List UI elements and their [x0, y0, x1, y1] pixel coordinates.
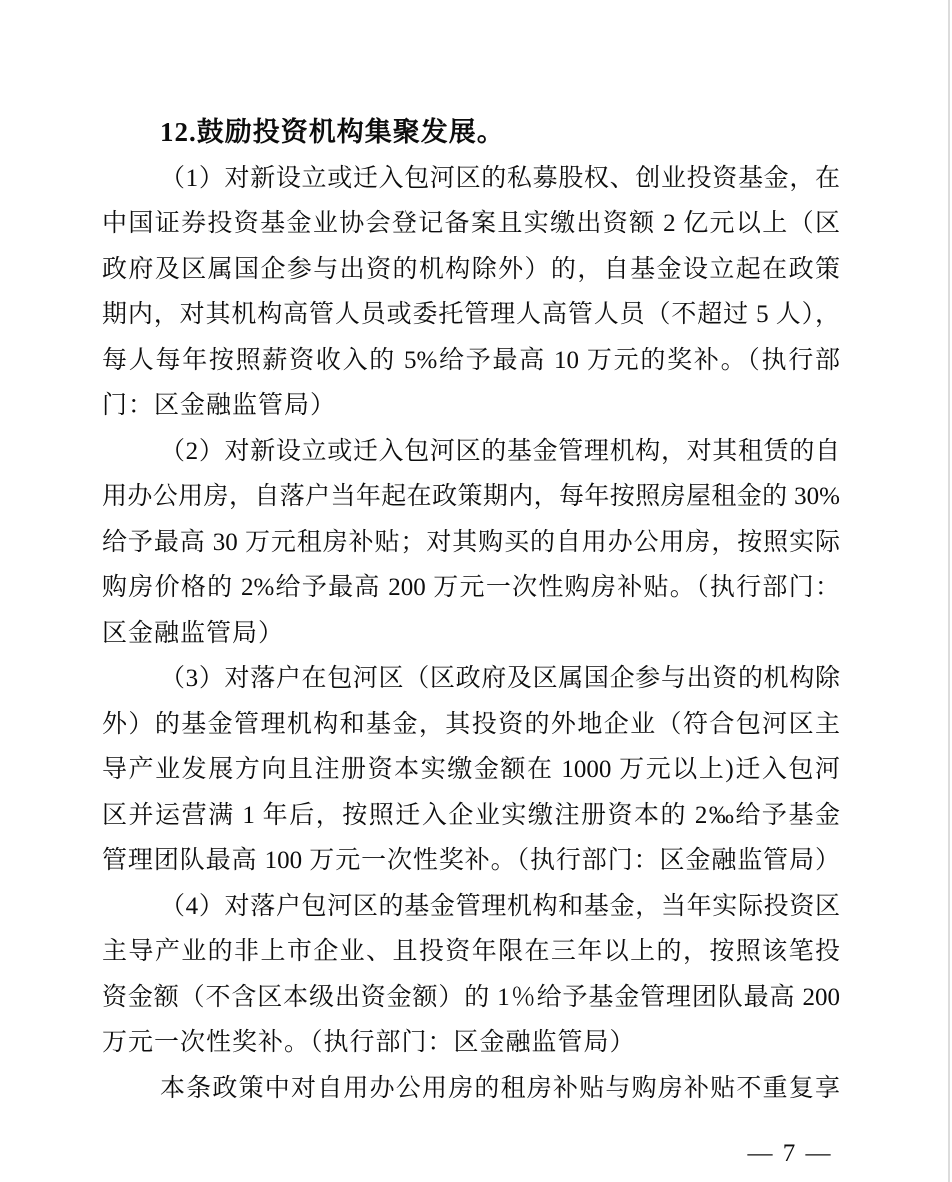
text-line: 区并运营满 1 年后，按照迁入企业实缴注册资本的 2‰给予基金: [102, 801, 840, 829]
text-line: 主导产业的非上市企业、且投资年限在三年以上的，按照该笔投: [102, 938, 840, 965]
text-line: （2）对新设立或迁入包河区的基金管理机构，对其租赁的自: [160, 437, 840, 465]
paragraph-3: [102, 656, 840, 884]
page-number: — 7 —: [747, 1140, 833, 1167]
text-line: 每人每年按照薪资收入的 5%给予最高 10 万元的奖补。（执行部: [102, 346, 840, 374]
text-line: 管理团队最高 100 万元一次性奖补。（执行部门：区金融监管局）: [102, 847, 840, 874]
text-line: 资金额（不含区本级出资金额）的 1％给予基金管理团队最高 200: [102, 983, 840, 1011]
text-line: 用办公用房，自落户当年起在政策期内，每年按照房屋租金的 30%: [102, 483, 840, 510]
paragraph-5: [102, 1066, 840, 1112]
text-line: 门：区金融监管局）: [102, 392, 337, 419]
text-line: （4）对落户包河区的基金管理机构和基金，当年实际投资区: [160, 892, 840, 920]
section-heading: 12.鼓励投资机构集聚发展。: [160, 117, 505, 147]
text-line: 本条政策中对自用办公用房的租房补贴与购房补贴不重复享: [160, 1074, 840, 1102]
paragraph-1: [102, 156, 840, 429]
text-line: （1）对新设立或迁入包河区的私募股权、创业投资基金，在: [160, 164, 840, 192]
text-line: 外）的基金管理机构和基金，其投资的外地企业（符合包河区主: [102, 710, 840, 738]
text-line: （3）对落户在包河区（区政府及区属国企参与出资的机构除: [160, 665, 840, 692]
document-content: [102, 110, 840, 1111]
text-line: 给予最高 30 万元租房补贴；对其购买的自用办公用房，按照实际: [102, 528, 840, 556]
text-line: 期内，对其机构高管人员或委托管理人高管人员（不超过 5 人），: [102, 301, 840, 328]
text-line: 导产业发展方向且注册资本实缴金额在 1000 万元以上)迁入包河: [102, 756, 840, 783]
page-edge-line: [948, 0, 950, 1182]
text-line: 中国证券投资基金业协会登记备案且实缴出资额 2 亿元以上（区: [102, 210, 840, 237]
paragraph-4: [102, 884, 840, 1066]
paragraph-2: [102, 429, 840, 657]
paragraph-list: [102, 156, 840, 1112]
text-line: 万元一次性奖补。（执行部门：区金融监管局）: [102, 1029, 636, 1056]
text-line: 政府及区属国企参与出资的机构除外）的，自基金设立起在政策: [102, 255, 840, 283]
text-line: 购房价格的 2%给予最高 200 万元一次性购房补贴。（执行部门：: [102, 574, 840, 601]
text-line: 区金融监管局）: [102, 619, 285, 647]
